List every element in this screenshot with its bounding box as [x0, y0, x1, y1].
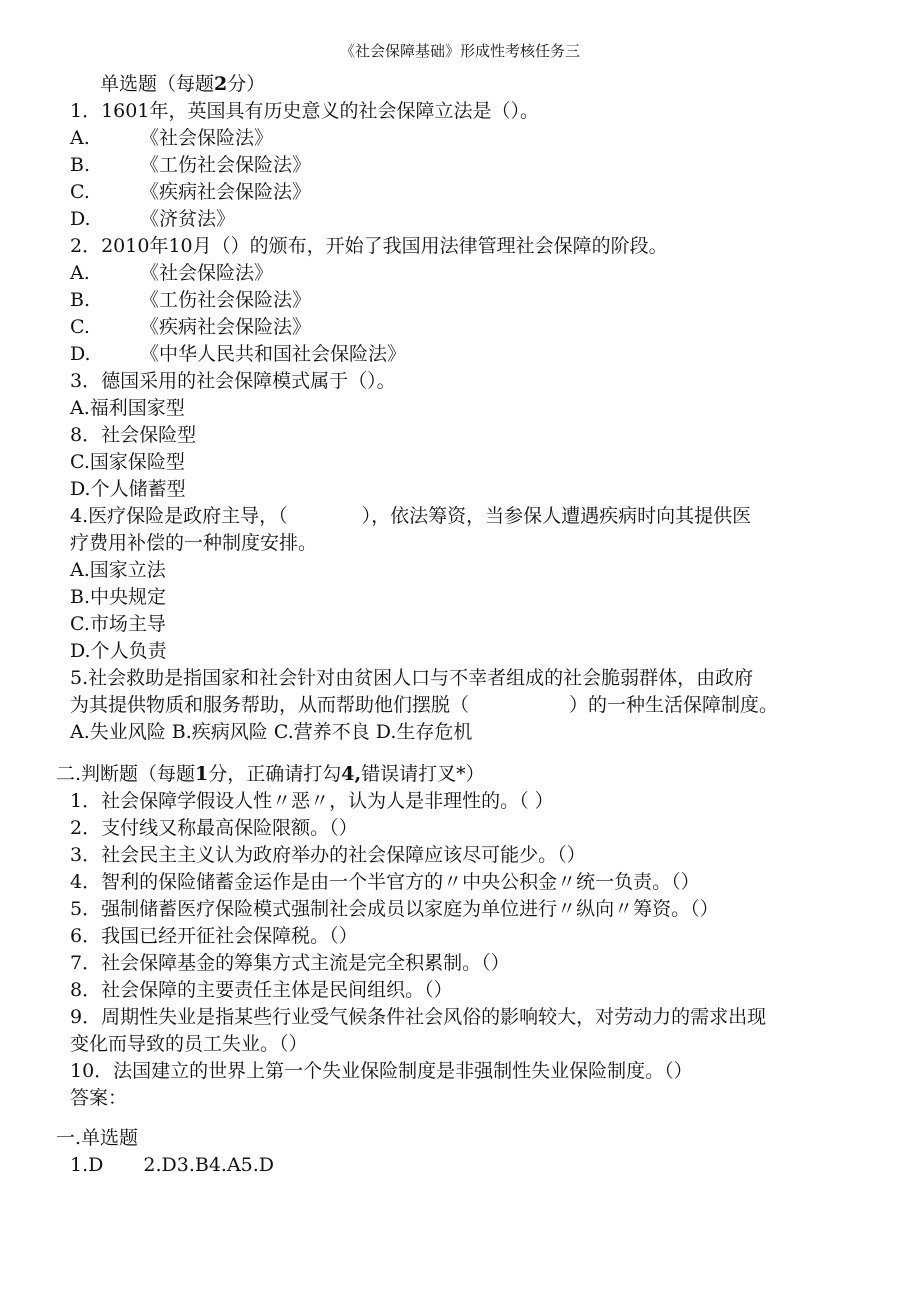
judge-item-2: 2．支付线又称最高保险限额。（） [70, 817, 358, 839]
judge-item-6: 6．我国已经开征社会保障税。（） [70, 925, 358, 947]
option-letter: B. [70, 289, 91, 311]
q2-option-a [70, 261, 273, 285]
q4-option-b: B.中央规定 [70, 586, 167, 608]
judge-item-7: 7．社会保障基金的筹集方式主流是完全积累制。（） [70, 952, 510, 974]
option-letter: C. [70, 316, 90, 338]
q4-option-c: C.市场主导 [70, 613, 166, 635]
answers-label: 答案： [70, 1087, 128, 1109]
q5-stem-part-b: ）的一种生活保障制度。 [569, 694, 779, 716]
q4-option-a: A.国家立法 [70, 559, 166, 581]
option-text: 《工伤社会保险法》 [140, 154, 312, 176]
judge-item-3: 3．社会民主主义认为政府举办的社会保障应该尽可能少。（） [70, 844, 586, 866]
section2-heading-points: 1 [195, 763, 209, 785]
section1-heading-text-a: 单选题（每题 [100, 73, 215, 95]
question-1-stem: 1．1601年，英国具有历史意义的社会保障立法是（）。 [70, 100, 539, 122]
answer-1: 1.D [70, 1154, 104, 1176]
q2-option-c [70, 315, 311, 339]
judge-item-5: 5．强制储蓄医疗保险模式强制社会成员以家庭为单位进行〃纵向〃筹资。（） [70, 898, 719, 920]
judge-item-10: 10．法国建立的世界上第一个失业保险制度是非强制性失业保险制度。（） [70, 1060, 693, 1082]
judge-item-1: 1．社会保障学假设人性〃恶〃，认为人是非理性的。（ ） [70, 790, 554, 812]
q2-option-b [70, 288, 311, 312]
q3-option-d: D.个人储蓄型 [70, 478, 186, 500]
q3-option-c: C.国家保险型 [70, 451, 185, 473]
option-text: 《工伤社会保险法》 [140, 289, 312, 311]
section2-heading-text-a: 二.判断题（每题 [56, 763, 196, 785]
option-text: 《疾病社会保险法》 [140, 316, 312, 338]
q1-option-a [70, 126, 273, 150]
judge-item-9-line2: 变化而导致的员工失业。（） [70, 1033, 308, 1055]
section1-heading-text-b: 分） [227, 73, 266, 95]
judge-item-8: 8．社会保障的主要责任主体是民间组织。（） [70, 979, 453, 1001]
q5-options: A.失业风险 B.疾病风险 C.营养不良 D.生存危机 [70, 721, 473, 743]
question-5-stem-line1: 5.社会救助是指国家和社会针对由贫困人口与不幸者组成的社会脆弱群体，由政府 [70, 667, 754, 689]
section1-heading-points: 2 [214, 73, 228, 95]
q3-option-b: 8．社会保险型 [70, 424, 197, 446]
answers-2-to-5: 2.D3.B4.A5.D [143, 1154, 275, 1176]
q4-stem-part-a: 4.医疗保险是政府主导，（ [70, 505, 288, 527]
question-5-stem-line2 [70, 693, 778, 717]
q1-option-d [70, 207, 235, 231]
question-2-stem: 2．2010年10月（）的颁布，开始了我国用法律管理社会保障的阶段。 [70, 235, 668, 257]
q4-stem-part-b: ），依法筹资，当参保人遭遇疾病时向其提供医 [361, 505, 752, 527]
q3-option-a: A.福利国家型 [70, 397, 185, 419]
q1-option-b [70, 153, 311, 177]
option-text: 《社会保险法》 [140, 127, 274, 149]
question-3-stem: 3．德国采用的社会保障模式属于（）。 [70, 370, 396, 392]
answers-line [70, 1153, 274, 1177]
option-letter: B. [70, 154, 91, 176]
judge-item-9-line1: 9．周期性失业是指某些行业受气候条件社会风俗的影响较大，对劳动力的需求出现 [70, 1006, 767, 1028]
q4-option-d: D.个人负责 [70, 640, 167, 662]
section2-heading-text-c: 错误请打叉*） [361, 763, 485, 785]
option-text: 《社会保险法》 [140, 262, 274, 284]
option-text: 《疾病社会保险法》 [140, 181, 312, 203]
option-letter: C. [70, 181, 90, 203]
section2-heading-text-b: 分，正确请打勾 [208, 763, 342, 785]
option-text: 《济贫法》 [140, 208, 236, 230]
option-letter: A. [70, 127, 90, 149]
q2-option-d [70, 342, 406, 366]
question-4-stem-line2: 疗费用补偿的一种制度安排。 [70, 532, 318, 554]
option-letter: D. [70, 343, 91, 365]
question-4-stem-line1 [70, 504, 751, 528]
judge-item-4: 4．智利的保险储蓄金运作是由一个半官方的〃中央公积金〃统一负责。（） [70, 871, 700, 893]
option-letter: A. [70, 262, 90, 284]
answers-section-title: 一.单选题 [56, 1127, 139, 1149]
option-letter: D. [70, 208, 91, 230]
q1-option-c [70, 180, 311, 204]
section1-heading [100, 72, 265, 96]
section2-heading [56, 762, 485, 786]
option-text: 《中华人民共和国社会保险法》 [140, 343, 407, 365]
document-title: 《社会保障基础》形成性考核任务三 [339, 42, 580, 60]
q5-stem-part-a: 为其提供物质和服务帮助，从而帮助他们摆脱（ [70, 694, 470, 716]
section2-heading-mark: 4, [341, 763, 362, 785]
